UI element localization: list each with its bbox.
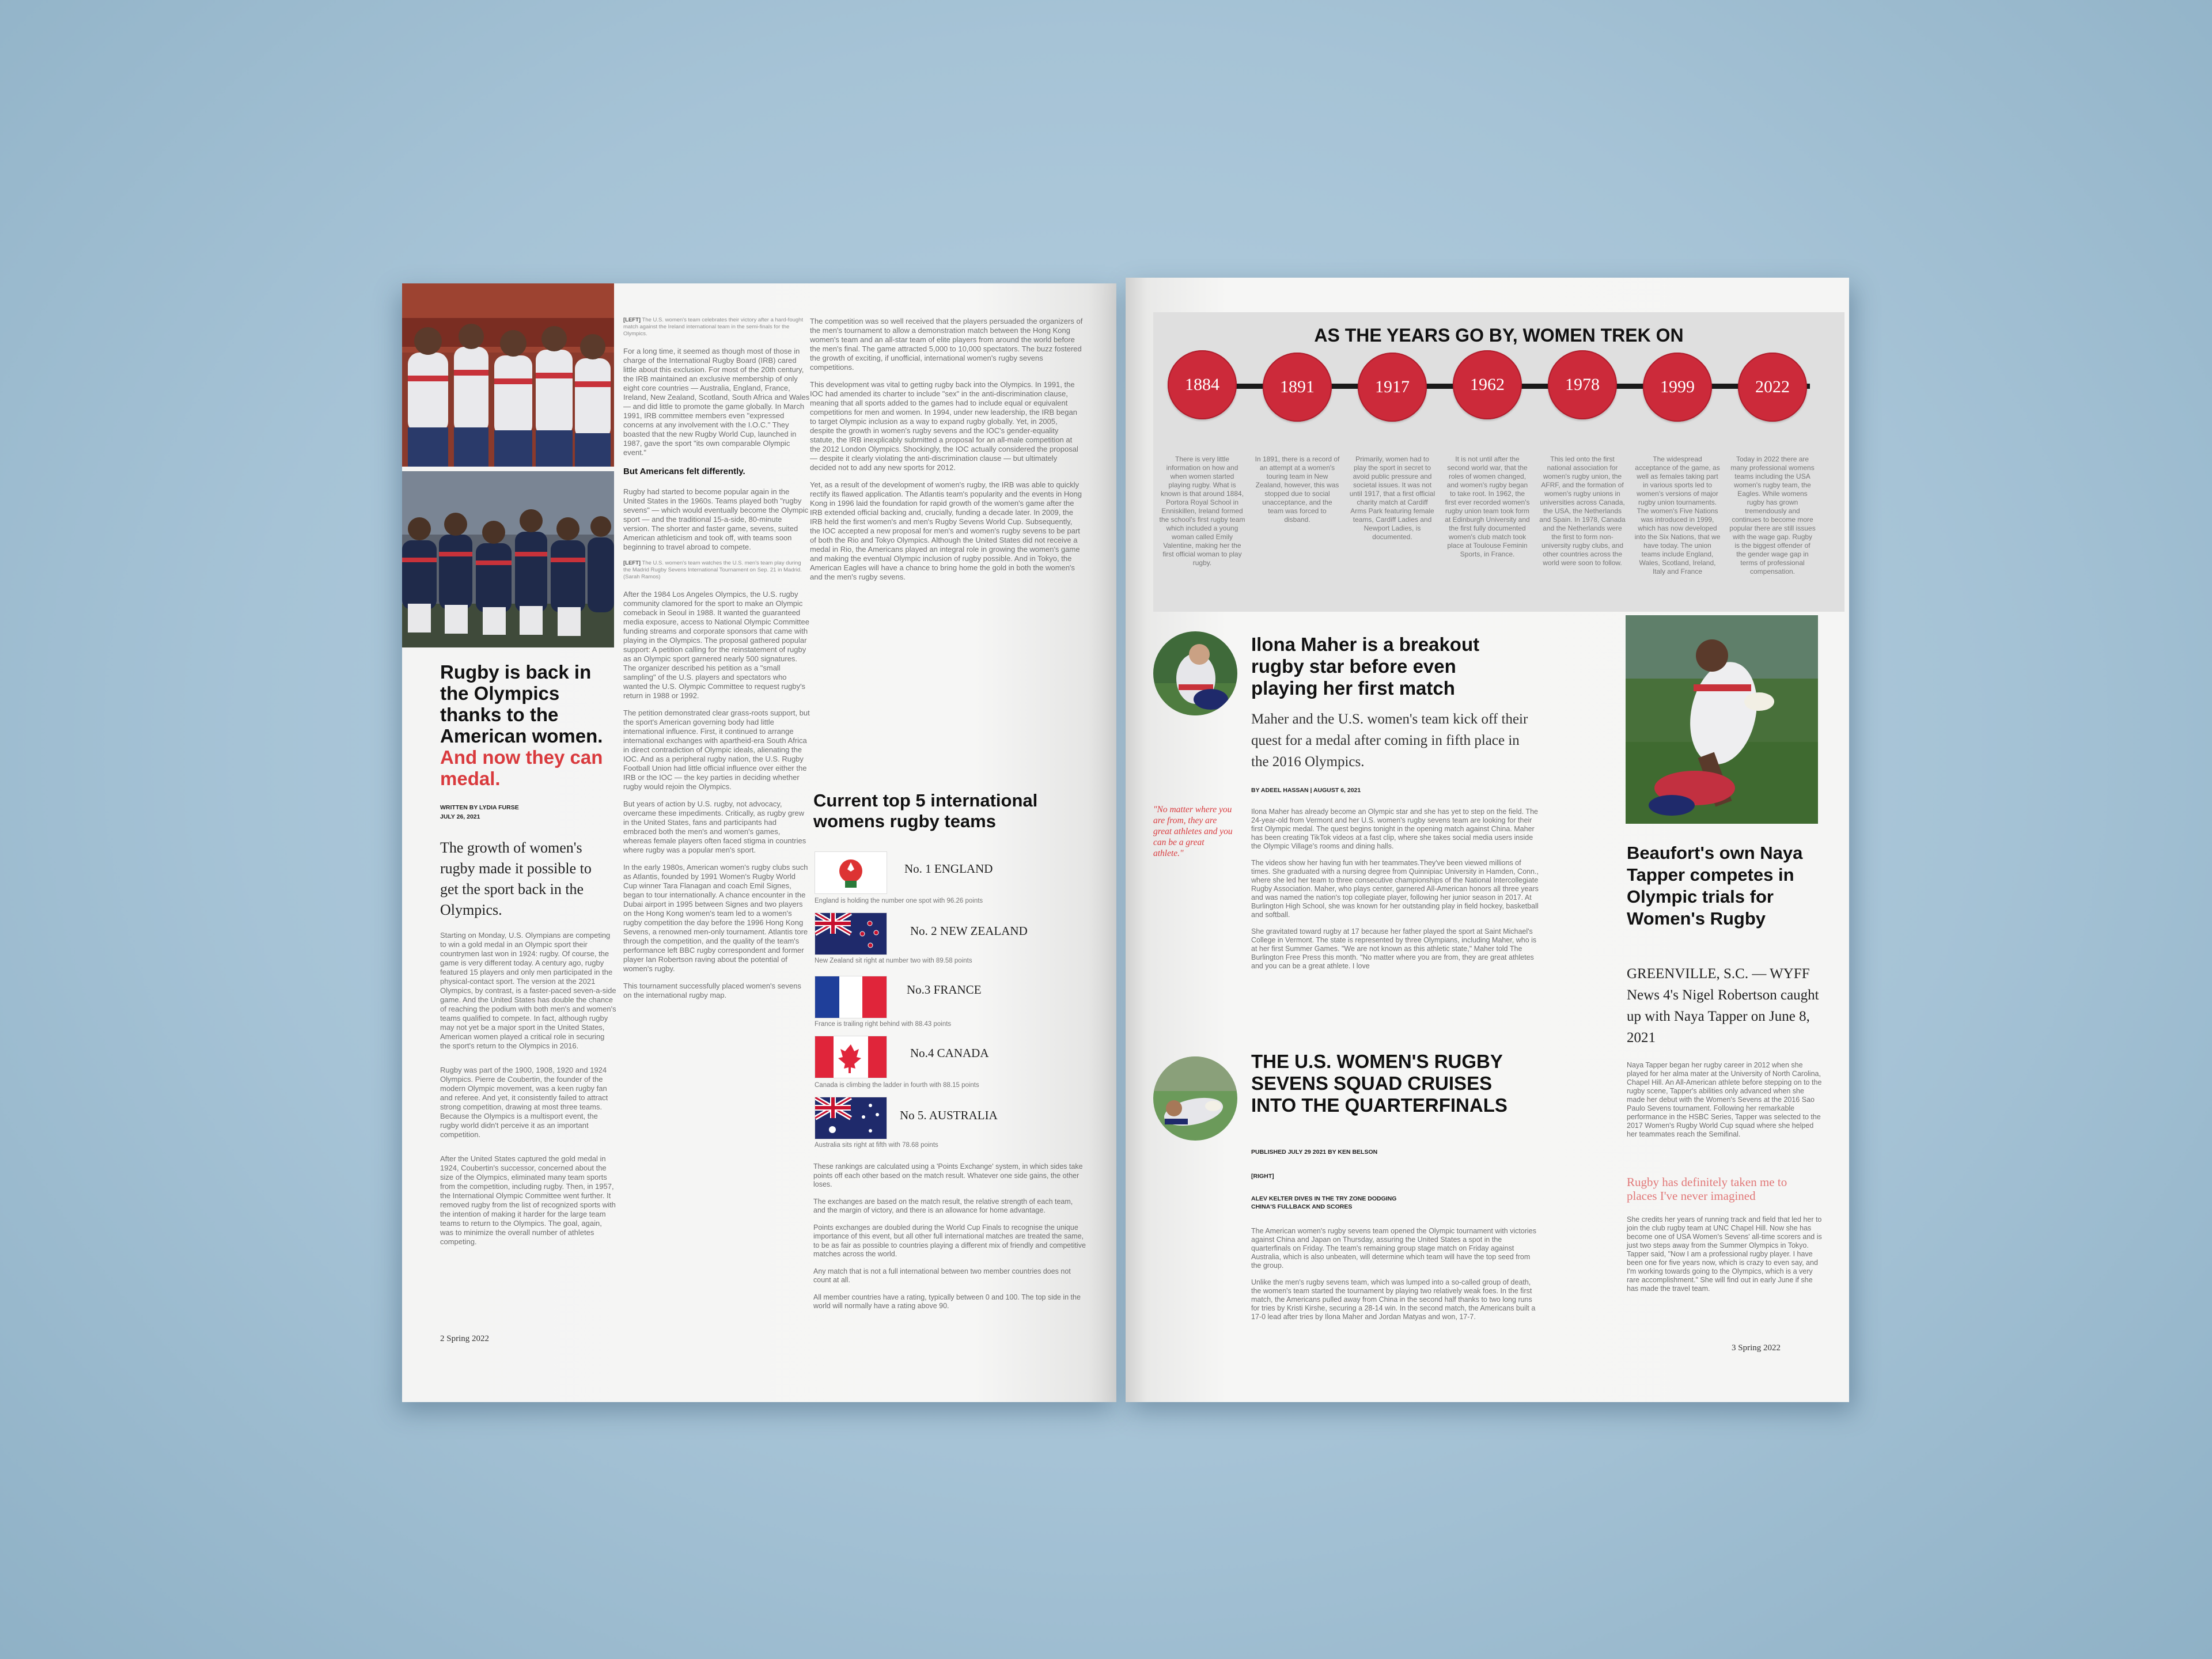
australia-flag-icon: [815, 1097, 887, 1139]
england-flag-icon: [815, 851, 887, 894]
rank-1-label: No. 1 ENGLAND: [904, 862, 993, 876]
timeline-text-2022: Today in 2022 there are many professional womens teams including the USA women's rugby team, the Eagles. While womens rugby has grown tremendously and continues to become more popular there are still issues with the wage gap. Rugby is the biggest offender of the gender wage gap in terms of professional compensation.: [1729, 455, 1816, 575]
maher-headline: Ilona Maher is a breakout rugby star before even playing her first match: [1251, 634, 1480, 699]
timeline-year-2022: 2022: [1738, 353, 1807, 422]
timeline-text-1999: The widespread acceptance of the game, as well as females taking part in various sports led to women's versions of major rugby union tournaments. The women's Five Nations was introduced in 1999, which has now developed into the Six Nations, that we have today. The union teams include England, Wales, Scotland, Ireland, Italy and France: [1634, 455, 1721, 575]
paragraph: Ilona Maher has already become an Olympic star and she has yet to step on the field. The 24-year-old from Vermont and her U.S. women's rugby sevens team are looking for their first Olympic medal. The quest begins tonight in the opening match against China. Maher has been creating TikTok videos at a fast clip, where she takes social media users inside the Olympic Village's rooms and dining halls.: [1251, 808, 1538, 850]
paragraph: Yet, as a result of the development of women's rugby, the IRB was able to quickly rectify its flawed application. The Atlantis team's popularity and the events in Hong Kong in 1996 laid the foundation for rapid growth of the women's game after the IRB extended official backing and, crucially, funding a decade later. In 2009, the IRB held the first women's and men's Rugby Sevens World Cup. Subsequently, the IOC accepted a new proposal for men's and women's rugby sevens to be part of both the Rio and Tokyo Olympics. Although the United States did not receive a medal in Rio, the Americans played an integral role in growing the women's game and making the eventual Olympic inclusion of rugby possible. And in Tokyo, the American Eagles will have a chance to bring home the gold in both the women's and the men's rugby sevens.: [810, 480, 1082, 581]
paragraph: The competition was so well received that the players persuaded the organizers of the men's tournament to allow a demonstration match between the Hong Kong women's team and an all-star team of elite players from around the world before the men's final. The game attracted 5,000 to 10,000 spectators. The buzz fostered the growth of exciting, if unofficial, international women's rugby sevens competitions.: [810, 317, 1083, 372]
tapper-headline: Beaufort's own Naya Tapper competes in Olympic trials for Women's Rugby: [1627, 843, 1803, 929]
headline-red: And now they can medal.: [440, 747, 603, 789]
maher-photo: [1153, 631, 1237, 715]
tapper-deck: GREENVILLE, S.C. — WYFF News 4's Nigel Robertson caught up with Naya Tapper on June 8, 2021: [1627, 966, 1819, 1046]
caption-tag: [LEFT]: [623, 560, 641, 566]
right-page: [1126, 278, 1849, 1402]
france-flag-icon: [815, 976, 887, 1018]
caption-text: The U.S. women's team celebrates their victory after a hard-fought match against the Ireland international team in the semi-finals for the Olympics.: [623, 317, 804, 337]
headline-black: Rugby is back in the Olympics thanks to the American women.: [440, 661, 603, 747]
paragraph: Starting on Monday, U.S. Olympians are competing to win a gold medal in an Olympic sport their countrymen last won in 1924: rugby. Of course, the game is very different today. A century ago, rugby featured 15 players and only men participated in the physical-contact sport. The version at the 2021 Olympics, by contrast, is a faster-paced seven-a-side game. And the United States has double the chance of reaching the podium with both men's and women's teams qualified to compete. In fact, although rugby may not yet be a major sport in the United States, American women played a critical role in securing the sport's return to the Olympics in 2016.: [440, 931, 616, 1050]
caption-text: The U.S. women's team watches the U.S. men's team play during the Madrid Rugby Sevens International Tournament on Sep. 21 in Madrid. (Sarah Ramos): [623, 560, 802, 580]
rank-1-note: England is holding the number one spot with 96.26 points: [815, 897, 983, 904]
team-bench-photo: [402, 471, 614, 647]
paragraph: The petition demonstrated clear grass-roots support, but the sport's American governing body had little international influence. First, it continued to arrange international exchanges with apartheid-era South Africa in direct contradiction of Olympic ideals, alienating the IOC. And as a peripheral rugby nation, the U.S. Rugby Football Union had little official influence over either the IRB or the IOC — the key parties in deciding whether rugby would rejoin the Olympics.: [623, 709, 810, 791]
timeline-text-1978: This led onto the first national association for women's rugby union, the AFRF, and the formation of women's rugby unions in universities across Canada, the USA, the Netherlands and Spain. In 1978, Canada and the Netherlands were the first to form non-university rugby clubs, and other countries across the world were soon to follow.: [1539, 455, 1626, 567]
timeline-text-1884: There is very little information on how and when women started playing rugby. What is known is that around 1884, Portora Royal School in Enniskillen, Ireland formed the school's first rugby team which included a young woman called Emily Valentine, making her the first official woman to play rugby.: [1159, 455, 1245, 567]
rank-4-label: No.4 CANADA: [910, 1046, 989, 1060]
timeline-year-1999: 1999: [1643, 353, 1712, 422]
sevens-headline: THE U.S. WOMEN'S RUGBY SEVENS SQUAD CRUISES INTO THE QUARTERFINALS: [1251, 1051, 1508, 1116]
column-1-body: [440, 931, 616, 1255]
paragraph: All member countries have a rating, typically between 0 and 100. The top side in the world will normally have a rating above 90.: [813, 1293, 1081, 1310]
team-celebration-photo: [402, 283, 614, 467]
tapper-body-a: [1627, 1061, 1823, 1147]
tapper-pullquote: Rugby has definitely taken me to places I've never imagined: [1627, 1175, 1787, 1203]
folio-right: 3 Spring 2022: [1732, 1343, 1781, 1353]
paragraph: Unlike the men's rugby sevens team, which was lumped into a so-called group of death, the women's team started the tournament by playing two relatively weak foes. In the first match, the Americans pulled away from China in the second half thanks to two long runs for tries by Kristi Kirshe, securing a 28-14 win. In the second match, the Americans built a 17-0 lead after tries by Ilona Maher and Jordan Matyas and won, 17-7.: [1251, 1278, 1536, 1321]
timeline-year-1917: 1917: [1358, 353, 1427, 422]
timeline-text-1891: In 1891, there is a record of an attempt at a women's touring team in New Zealand, however, this was stopped due to social unacceptance, and the team was forced to disband.: [1255, 455, 1340, 524]
timeline-panel: [1153, 312, 1844, 612]
timeline-year-1978: 1978: [1548, 350, 1617, 419]
paragraph: In the early 1980s, American women's rugby clubs such as Atlantis, founded by 1991 Women's Rugby World Cup winner Tara Flanagan and coach Emil Signes, began to tour internationally. A chance encounter in the Dubai airport in 1995 between Signes and two players on the Hong Kong women's team led to a women's rugby competition the day before the 1996 Hong Kong Sevens, a renowned men-only tournament. Atlantis tore through the competition, and the quality of the team's performance left BBC rugby correspondent and former player Ian Robertson raving about the potential of women's rugby.: [623, 863, 808, 973]
subhead: But Americans felt differently.: [623, 467, 745, 476]
rank-2-note: New Zealand sit right at number two with 89.58 points: [815, 957, 972, 964]
paragraph: The American women's rugby sevens team opened the Olympic tournament with victories against China and Japan on Thursday, assuring the United States a spot in the quarterfinals on Friday. The team's remaining group stage match on Friday against Australia, which is also unbeaten, will determine which team will have the top seed from the group.: [1251, 1227, 1536, 1270]
tapper-body-b: [1627, 1215, 1823, 1301]
paragraph: She credits her years of running track and field that led her to join the club rugby team at UNC Chapel Hill. Now she has become one of USA Women's Sevens' all-time scorers and is just two steps away from the Summer Olympics in Tokyo. Tapper said, "Now I am a professional rugby player. I have been one for five years now, which is crazy to even say, and I'm working towards going to the Olympics, which is a very rare accomplishment." She will find out in early June if she has made the travel team.: [1627, 1215, 1822, 1293]
main-headline: [440, 661, 619, 789]
column-2-body: [623, 317, 810, 1008]
folio-left: 2 Spring 2022: [440, 1334, 490, 1343]
rank-4-note: Canada is climbing the ladder in fourth with 88.15 points: [815, 1082, 979, 1089]
timeline-text-1917: Primarily, women had to play the sport in secret to avoid public pressure and societal issues. It was not until 1917, that a first official charity match at Cardiff Arms Park featuring female teams, Cardiff Ladies and Newport Ladies, is documented.: [1349, 455, 1435, 541]
photo-caption-2: [623, 560, 810, 581]
column-3-body: [810, 317, 1083, 590]
sevens-byline: PUBLISHED JULY 29 2021 BY KEN BELSON: [1251, 1149, 1378, 1156]
sevens-photo: [1153, 1056, 1237, 1141]
tapper-action-photo: [1626, 615, 1818, 824]
timeline-title: AS THE YEARS GO BY, WOMEN TREK ON: [1314, 325, 1684, 346]
rank-5-note: Australia sits right at fifth with 78.68 points: [815, 1142, 938, 1149]
timeline-text-1962: It is not until after the second world war, that the roles of women changed, and women's rugby began to take root. In 1962, the first ever recorded women's rugby union team took form at Edinburgh University and the first fully documented women's club match took place at Toulouse Feminin Sports, in France.: [1445, 455, 1530, 558]
article-date: JULY 26, 2021: [440, 813, 480, 820]
paragraph: These rankings are calculated using a 'Points Exchange' system, in which sides take points off each other based on the match result. Whatever one side gains, the other loses.: [813, 1162, 1083, 1188]
byline: WRITTEN BY LYDIA FURSE: [440, 804, 519, 811]
maher-byline: BY ADEEL HASSAN | AUGUST 6, 2021: [1251, 787, 1361, 794]
paragraph: Any match that is not a full international between two member countries does not count at all.: [813, 1267, 1071, 1284]
rank-3-note: France is trailing right behind with 88.43 points: [815, 1021, 952, 1028]
sevens-body: [1251, 1227, 1539, 1330]
maher-body: [1251, 808, 1539, 979]
rankings-explainer: [813, 1162, 1086, 1319]
paragraph: Rugby had started to become popular again in the United States in the 1960s. Teams played both "rugby sevens" — which would eventually become the Olympic sport — and the traditional 15-a-side, 80-minute version. The shorter and faster game, sevens, suited American athleticism and took off, with teams soon beginning to travel abroad to compete.: [623, 487, 809, 551]
paragraph: But years of action by U.S. rugby, not advocacy, overcame these impediments. Critically, as rugby grew in the United States, fans and participants had embraced both the men's and women's games, whereas female players often faced stigma in countries where rugby was a popular men's sport.: [623, 800, 806, 854]
sevens-caption: ALEV KELTER DIVES IN THE TRY ZONE DODGING CHINA'S FULLBACK AND SCORES: [1251, 1195, 1397, 1210]
photo-caption-1: [623, 317, 810, 338]
new-zealand-flag-icon: [815, 912, 887, 955]
rank-2-label: No. 2 NEW ZEALAND: [910, 924, 1028, 938]
maher-pullquote: "No matter where you are from, they are great athletes and you can be a great athlete.": [1153, 805, 1233, 858]
timeline-year-1884: 1884: [1168, 350, 1237, 419]
timeline-year-1962: 1962: [1453, 350, 1522, 419]
paragraph: This development was vital to getting rugby back into the Olympics. In 1991, the IOC had amended its charter to include "sex" in the anti-discrimination clause, meaning that all sports added to the games had to include equal or equivalent competitions for men and women. In 1994, under new leadership, the IRB began to target Olympic inclusion as a way to expand rugby globally. Yet, in 2005, despite the growth in women's rugby sevens and the IOC's gender-equality statute, the IRB inexplicably submitted a proposal for an all-male competition at the 2012 London Olympics. Shockingly, the IOC actually considered the proposal — despite it clearly violating the anti-discrimination clause — but ultimately decided not to add any new sports for 2012.: [810, 380, 1078, 472]
paragraph: The videos show her having fun with her teammates.They've been viewed millions of times. She graduated with a nursing degree from Quinnipiac University in Hamden, Conn., where she led her team to three consecutive championships of the National Intercollegiate Rugby Association. Maher, who plays center, garnered All-American honors all three years and was named the nation's top collegiate player, following her junior season in 2017. At Burlington High School, she was known for her outstanding play in field hockey, basketball and softball.: [1251, 859, 1539, 919]
paragraph: After the 1984 Los Angeles Olympics, the U.S. rugby community clamored for the sport to make an Olympic comeback in Seoul in 1988. It wanted the guaranteed media exposure, access to National Olympic Committee funding streams and corporate sponsors that came with playing in the Olympics. The proposal gathered popular support: A petition calling for the reinstatement of rugby as an Olympic sport garnered nearly 500 signatures. The organizer described his petition as a "small sampling" of the U.S. players and spectators who wanted the U.S. Olympic Committee to request rugby's return in 1988 or 1992.: [623, 590, 809, 700]
paragraph: After the United States captured the gold medal in 1924, Coubertin's successor, concerned about the size of the Olympics, eliminated many team sports from the competition, including rugby. Then, in 1957, the International Olympic Committee went further. It removed rugby from the list of recognized sports with the intention of making it harder for the large team teams to return to the Olympics. The goal, again, was to minimize the overall number of athletes competing.: [440, 1154, 616, 1246]
sevens-tag: [RIGHT]: [1251, 1173, 1274, 1180]
paragraph: Naya Tapper began her rugby career in 2012 when she played for her alma mater at the University of North Carolina, Chapel Hill. An All-American athlete before stepping on to the rugby scene, Tapper's abilities only advanced when she made her debut with the Women's Sevens at the 2016 Sao Paulo Sevens tournament. Following her remarkable performance in the HSBC Series, Tapper was selected to the 2017 Women's Rugby World Cup squad where she helped her teammates reach the Semifinal.: [1627, 1061, 1822, 1138]
paragraph: She gravitated toward rugby at 17 because her father played the sport at Saint Michael's College in Vermont. The state is represented by three Olympians, including Maher, who is at her first Summer Games. "We are not known as this athletic state," Maher told The Burlington Free Press this month. "No matter where you are from, they are great athletes and you can be a great athlete. I love: [1251, 927, 1537, 970]
paragraph: For a long time, it seemed as though most of those in charge of the International Rugby Board (IRB) cared little about this exclusion. For most of the 20th century, the IRB maintained an exclusive membership of only eight core countries — Australia, England, France, Ireland, New Zealand, Scotland, South Africa and Wales — and did little to promote the game globally. In March 1991, IRB committee members even "expressed concerns at any involvement with the I.O.C." They boasted that the new Rugby World Cup, launched in 1987, gave the sport "its own comparable Olympic event.": [623, 347, 810, 457]
paragraph: Rugby was part of the 1900, 1908, 1920 and 1924 Olympics. Pierre de Coubertin, the founder of the modern Olympic movement, was a keen rugby fan and referee. And yet, it consistently failed to attract strong competition, drawing at most three teams. Because the Olympics is a multisport event, the rugby world didn't perceive it as an important competition.: [440, 1066, 608, 1139]
paragraph: Points exchanges are doubled during the World Cup Finals to recognise the unique importance of this event, but all other full international matches are treated the same, to be as fair as possible to countries playing a different mix of friendly and competitive matches across the world.: [813, 1223, 1086, 1258]
paragraph: The exchanges are based on the match result, the relative strength of each team, and the margin of victory, and there is an allowance for home advantage.: [813, 1197, 1073, 1214]
maher-deck: Maher and the U.S. women's team kick off their quest for a medal after coming in fifth place in the 2016 Olympics.: [1251, 711, 1528, 770]
lede: The growth of women's rugby made it possible to get the sport back in the Olympics.: [440, 839, 592, 918]
caption-tag: [LEFT]: [623, 317, 641, 323]
rank-3-label: No.3 FRANCE: [907, 983, 982, 997]
top5-title: Current top 5 international womens rugby teams: [813, 790, 1038, 831]
paragraph: This tournament successfully placed women's sevens on the international rugby map.: [623, 982, 801, 999]
timeline-year-1891: 1891: [1263, 353, 1332, 422]
rank-5-label: No 5. AUSTRALIA: [900, 1108, 998, 1122]
canada-flag-icon: [815, 1036, 887, 1078]
left-page: [402, 283, 1116, 1402]
